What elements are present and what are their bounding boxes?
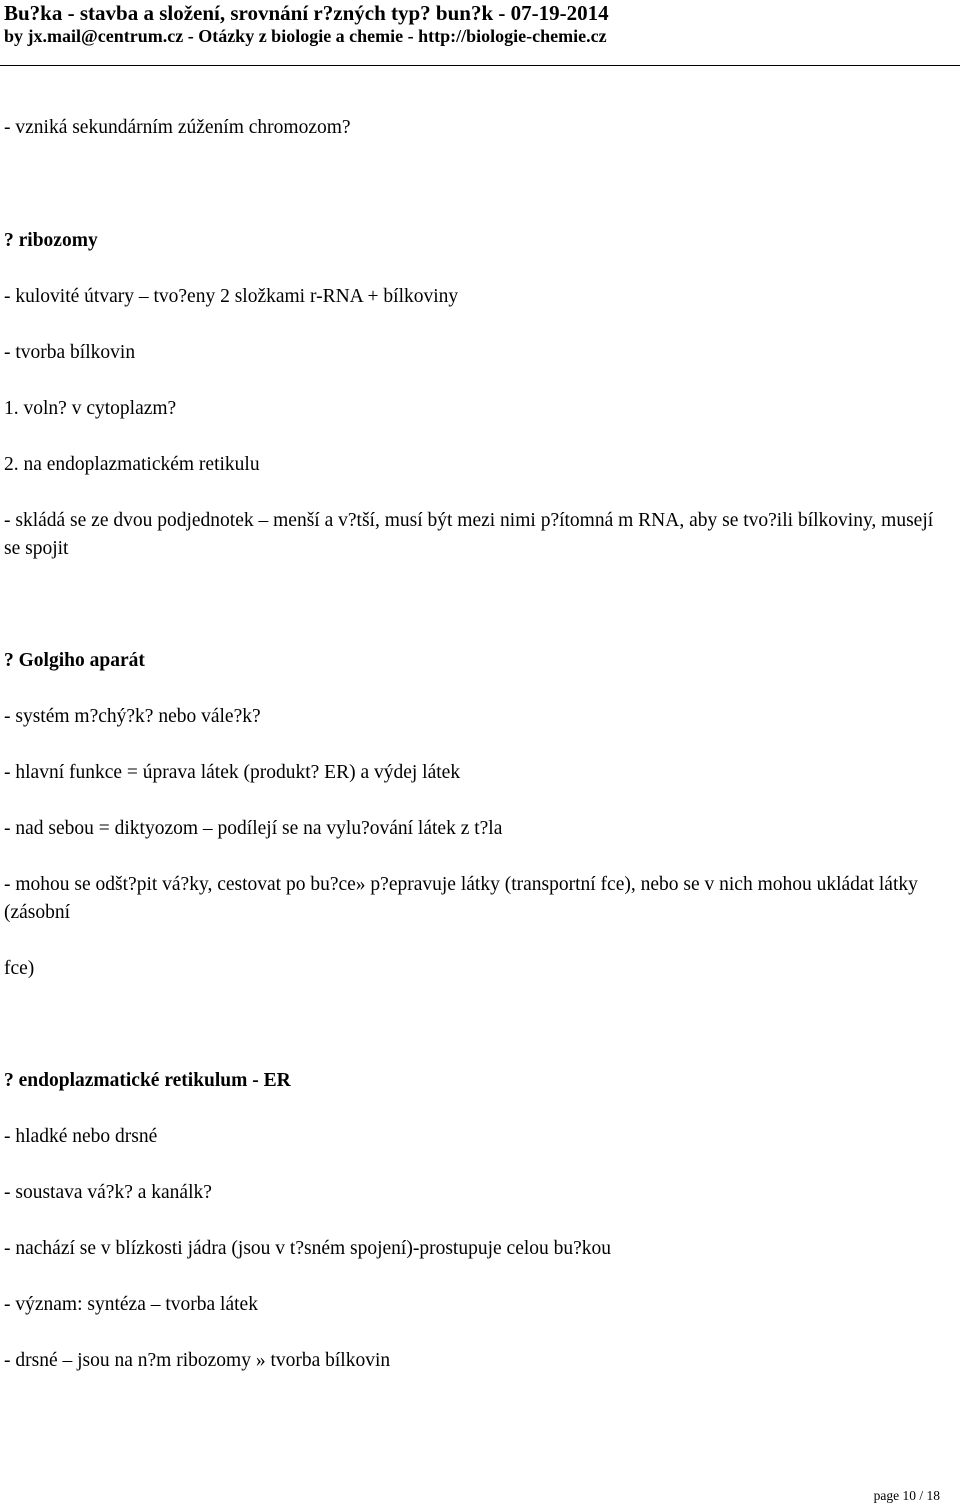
page-number: page 10 / 18: [873, 1488, 940, 1503]
text-line: 2. na endoplazmatickém retikulu: [4, 454, 260, 475]
section-heading-ribozomy: ? ribozomy: [4, 230, 98, 251]
text-line: - nachází se v blízkosti jádra (jsou v t?sném spojení)-prostupuje celou bu?kou: [4, 1238, 612, 1259]
section-heading-er: ? endoplazmatické retikulum - ER: [4, 1070, 291, 1091]
text-line: - drsné – jsou na n?m ribozomy » tvorba bílkovin: [4, 1350, 391, 1371]
text-line: - tvorba bílkovin: [4, 342, 136, 363]
text-line: - kulovité útvary – tvo?eny 2 složkami r-RNA + bílkoviny: [4, 286, 459, 307]
text-line: - systém m?chý?k? nebo vále?k?: [4, 706, 261, 727]
text-line: - soustava vá?k? a kanálk?: [4, 1182, 212, 1203]
text-line: fce): [4, 958, 35, 979]
text-paragraph: - skládá se ze dvou podjednotek – menší a v?tší, musí být mezi nimi p?ítomná m RNA, aby se tvo?ili bílkoviny, musejí se spojit: [4, 510, 934, 559]
text-line: - vzniká sekundárním zúžením chromozom?: [4, 117, 351, 138]
text-line: - význam: syntéza – tvorba látek: [4, 1294, 258, 1315]
document-title: Bu?ka - stavba a složení, srovnání r?zných typ? bun?k - 07-19-2014: [4, 1, 609, 25]
text-line: - hlavní funkce = úprava látek (produkt? ER) a výdej látek: [4, 762, 461, 783]
text-line: - hladké nebo drsné: [4, 1126, 158, 1147]
text-line: 1. voln? v cytoplazm?: [4, 398, 177, 419]
document-byline: by jx.mail@centrum.cz - Otázky z biologie a chemie - http://biologie-chemie.cz: [4, 26, 607, 46]
section-heading-golgi: ? Golgiho aparát: [4, 650, 145, 671]
text-line: - nad sebou = diktyozom – podílejí se na vylu?ování látek z t?la: [4, 818, 503, 839]
page-header: [0, 0, 960, 66]
text-paragraph: - mohou se odšt?pit vá?ky, cestovat po bu?ce» p?epravuje látky (transportní fce), nebo se v nich mohou ukládat látky (zásobní: [4, 874, 918, 923]
